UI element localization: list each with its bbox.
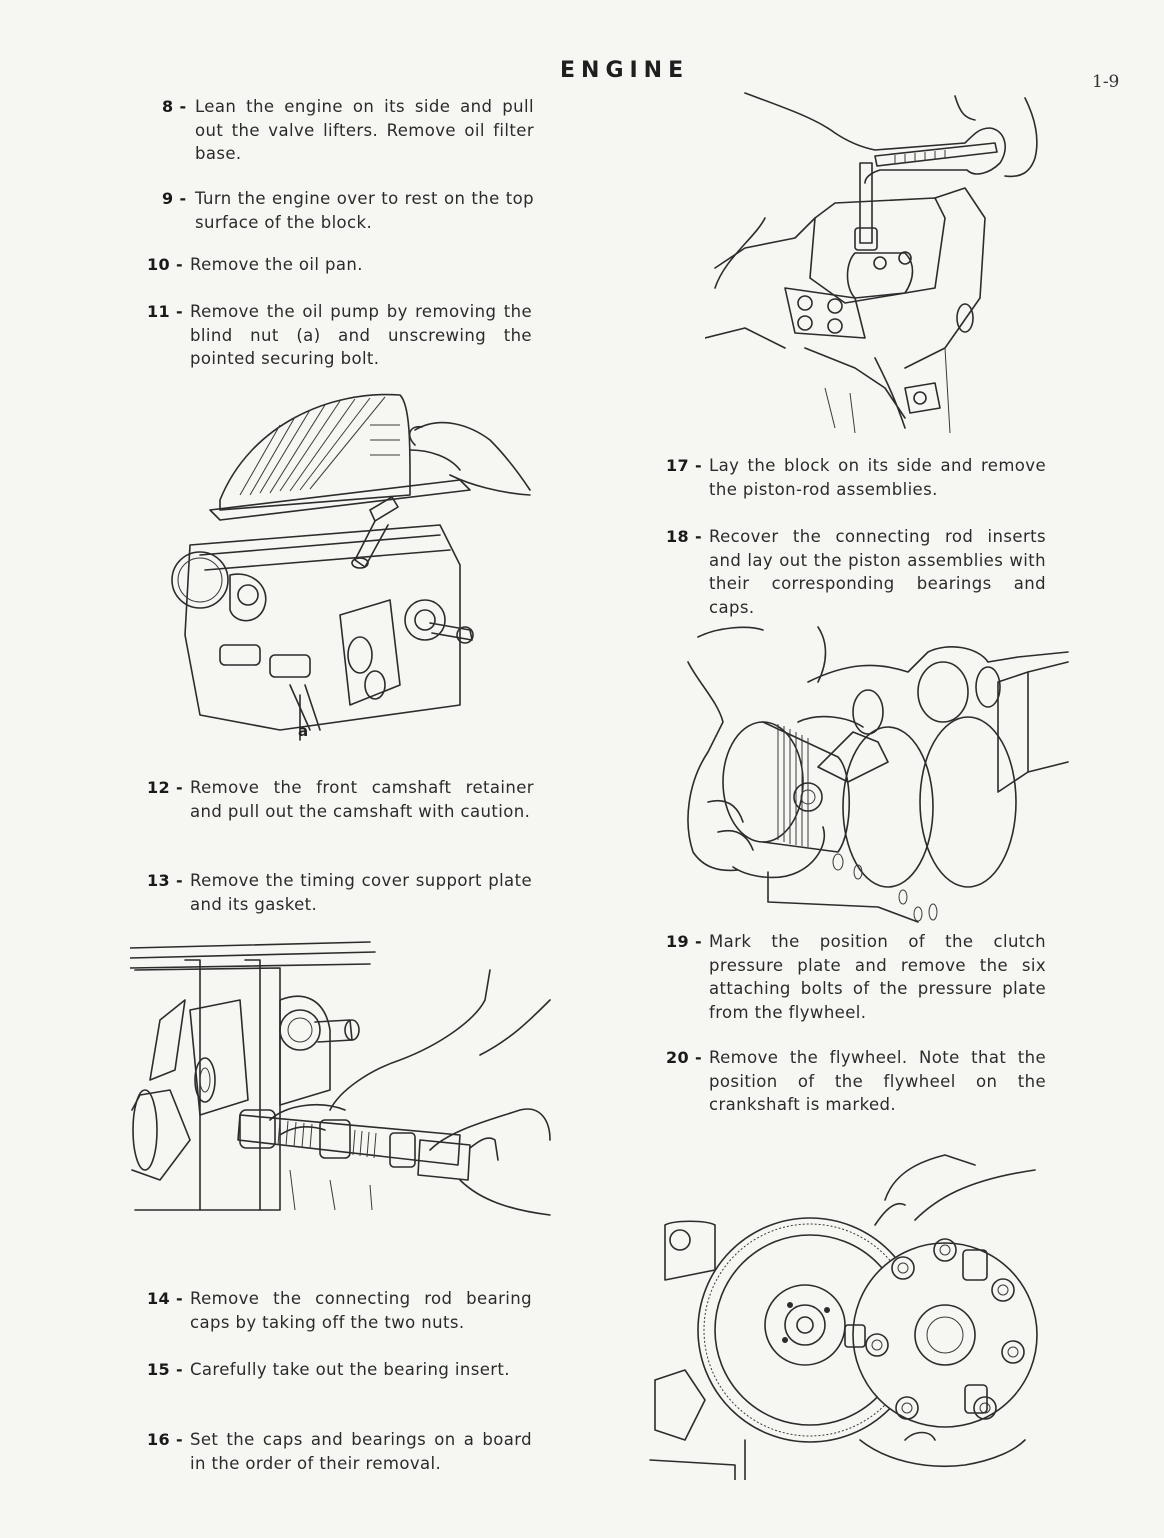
flywheel-clutch-illustration bbox=[645, 1140, 1040, 1480]
step-text: Mark the position of the clutch pressure plate and remove the six attaching bolts of the pressure plate from the flywheel. bbox=[709, 932, 1046, 1022]
step-15 bbox=[147, 1358, 532, 1382]
step-text: Lay the block on its side and remove the piston-rod assemblies. bbox=[709, 456, 1046, 499]
rod-cap-wrench-illustration bbox=[705, 88, 1050, 448]
camshaft-removal-illustration bbox=[130, 940, 555, 1230]
step-number: 12 - bbox=[147, 778, 184, 797]
step-8 bbox=[162, 95, 534, 166]
step-text: Remove the timing cover support plate and its gasket. bbox=[190, 871, 532, 914]
step-17 bbox=[666, 454, 1046, 501]
step-20 bbox=[666, 1046, 1046, 1117]
step-11 bbox=[147, 300, 532, 371]
step-number: 20 - bbox=[666, 1048, 703, 1067]
step-text: Recover the connecting rod inserts and lay out the piston assemblies with their corresponding bearings and caps. bbox=[709, 527, 1046, 617]
step-text: Carefully take out the bearing insert. bbox=[190, 1360, 510, 1379]
step-number: 16 - bbox=[147, 1430, 184, 1449]
step-text: Remove the oil pump by removing the blind nut (a) and unscrewing the pointed securing bolt. bbox=[190, 302, 532, 368]
oil-pump-removal-illustration bbox=[160, 385, 540, 750]
step-text: Remove the front camshaft retainer and pull out the camshaft with caution. bbox=[190, 778, 534, 821]
step-13 bbox=[147, 869, 532, 916]
step-number: 15 - bbox=[147, 1360, 184, 1379]
step-14 bbox=[147, 1287, 532, 1334]
step-number: 17 - bbox=[666, 456, 703, 475]
step-10 bbox=[147, 253, 534, 277]
step-number: 18 - bbox=[666, 527, 703, 546]
step-text: Lean the engine on its side and pull out the valve lifters. Remove oil filter base. bbox=[195, 97, 534, 163]
step-number: 11 - bbox=[147, 302, 184, 321]
step-number: 10 - bbox=[147, 255, 184, 274]
step-number: 8 - bbox=[162, 97, 187, 116]
step-18 bbox=[666, 525, 1046, 619]
step-9 bbox=[162, 187, 534, 234]
step-number: 14 - bbox=[147, 1289, 184, 1308]
step-text: Set the caps and bearings on a board in the order of their removal. bbox=[190, 1430, 532, 1473]
step-number: 13 - bbox=[147, 871, 184, 890]
section-title: ENGINE bbox=[560, 58, 690, 83]
step-text: Remove the flywheel. Note that the position of the flywheel on the crankshaft is marked. bbox=[709, 1048, 1046, 1114]
oil-pump-callout-label: a bbox=[298, 722, 309, 740]
step-16 bbox=[147, 1428, 532, 1475]
step-number: 9 - bbox=[162, 189, 187, 208]
step-number: 19 - bbox=[666, 932, 703, 951]
piston-assembly-illustration bbox=[678, 622, 1070, 927]
step-text: Remove the connecting rod bearing caps by taking off the two nuts. bbox=[190, 1289, 532, 1332]
step-19 bbox=[666, 930, 1046, 1024]
page-number: 1-9 bbox=[1092, 72, 1120, 92]
step-12 bbox=[147, 776, 534, 823]
step-text: Turn the engine over to rest on the top surface of the block. bbox=[195, 189, 534, 232]
step-text: Remove the oil pan. bbox=[190, 255, 363, 274]
